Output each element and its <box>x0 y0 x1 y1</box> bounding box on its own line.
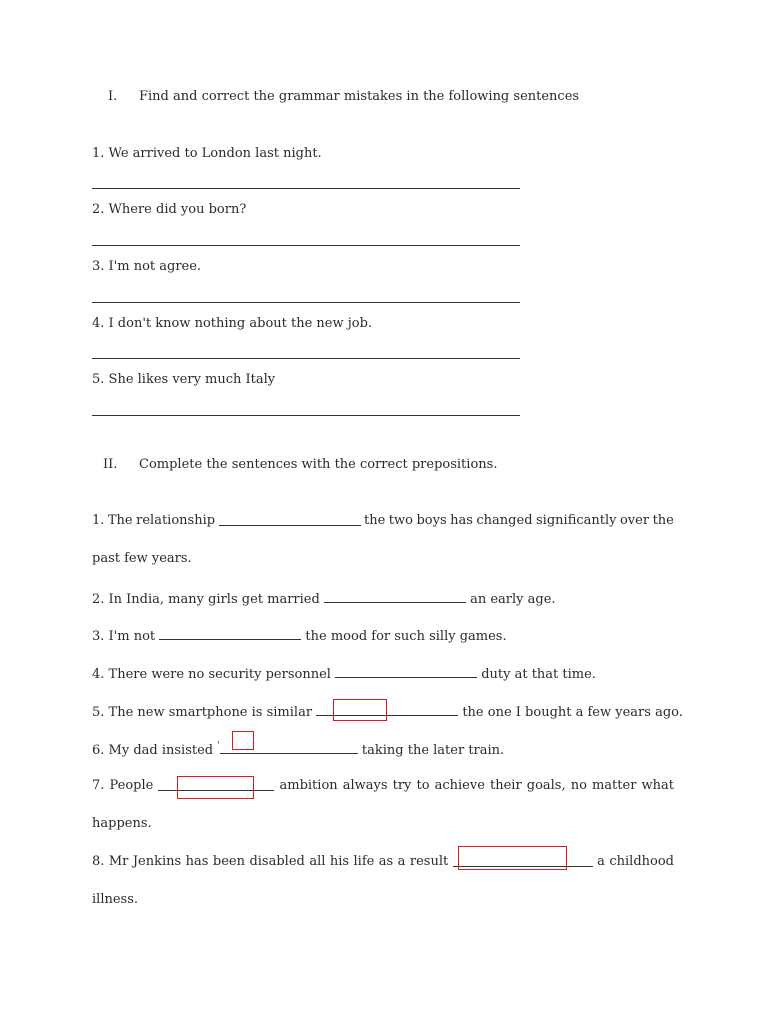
exercise-1-item-3: 3. I'm not agree. <box>92 259 202 274</box>
exercise-2-item-8-cont: illness. <box>92 892 139 907</box>
sentence-start: 2. In India, many girls get married <box>92 592 320 607</box>
highlight-box-7 <box>177 776 254 799</box>
section-1-title: Find and correct the grammar mistakes in the following sentences <box>139 89 580 104</box>
answer-line-1[interactable] <box>92 188 520 189</box>
word: boys <box>416 513 447 528</box>
word: Jenkins <box>132 854 182 869</box>
word: the <box>364 513 386 528</box>
word: goals, <box>526 778 566 793</box>
sentence-start: 3. I'm not <box>92 629 156 644</box>
word: a <box>597 854 605 869</box>
sentence-end: the mood for such silly games. <box>305 629 507 644</box>
word: result <box>409 854 449 869</box>
highlight-box-8 <box>458 846 567 870</box>
section-2-title: Complete the sentences with the correct prepositions. <box>139 457 498 472</box>
word: Mr <box>108 854 129 869</box>
word: life <box>353 854 375 869</box>
word: significantly <box>536 513 617 528</box>
word: all <box>309 854 326 869</box>
word: two <box>388 513 413 528</box>
sentence-start: 4. There were no security personnel <box>92 667 331 682</box>
word: ambition <box>279 778 338 793</box>
sentence-end: an early age. <box>470 592 556 607</box>
word: childhood <box>609 854 674 869</box>
exercise-2-item-6 <box>92 741 504 758</box>
exercise-2-item-3 <box>92 627 507 644</box>
answer-line-2[interactable] <box>92 245 520 246</box>
sentence-start: 6. My dad insisted <box>92 743 214 758</box>
sentence-end: taking the later train. <box>361 743 505 758</box>
exercise-2-item-7-cont: happens. <box>92 816 152 831</box>
word: always <box>342 778 388 793</box>
word: has <box>185 854 209 869</box>
section-1-numeral: I. <box>108 89 118 104</box>
word: 1. <box>92 513 105 528</box>
exercise-1-item-1: 1. We arrived to London last night. <box>92 146 322 161</box>
word: to <box>416 778 430 793</box>
blank-1[interactable] <box>219 513 361 526</box>
word: as <box>378 854 394 869</box>
exercise-2-item-2 <box>92 590 556 607</box>
sentence-end: duty at that time. <box>481 667 596 682</box>
exercise-1-item-2: 2. Where did you born? <box>92 202 247 217</box>
exercise-1-item-5: 5. She likes very much Italy <box>92 372 276 387</box>
exercise-2-item-8 <box>92 854 674 869</box>
word: changed <box>476 513 533 528</box>
word: no <box>570 778 587 793</box>
section-1-heading <box>108 89 579 104</box>
exercise-2-item-5 <box>92 703 683 720</box>
word: achieve <box>434 778 485 793</box>
quote-mark: ' <box>217 741 220 751</box>
sentence-end: the one I bought a few years ago. <box>462 705 683 720</box>
word: People <box>109 778 154 793</box>
highlight-box-5 <box>333 699 387 721</box>
word: try <box>392 778 412 793</box>
exercise-2-item-1-cont: past few years. <box>92 551 192 566</box>
exercise-2-item-1 <box>92 513 674 528</box>
answer-line-3[interactable] <box>92 302 520 303</box>
blank-4[interactable] <box>335 665 477 678</box>
word: been <box>212 854 245 869</box>
word: 8. <box>92 854 105 869</box>
section-2-numeral: II. <box>103 457 118 472</box>
answer-line-5[interactable] <box>92 415 520 416</box>
section-2-heading <box>103 457 497 472</box>
blank-2[interactable] <box>324 590 466 603</box>
word: what <box>641 778 674 793</box>
word: their <box>490 778 522 793</box>
exercise-1-item-4: 4. I don't know nothing about the new job. <box>92 316 373 331</box>
word: The <box>107 513 133 528</box>
word: relationship <box>136 513 216 528</box>
word: matter <box>591 778 637 793</box>
word: over <box>619 513 650 528</box>
sentence-start: 5. The new smartphone is similar <box>92 705 313 720</box>
word: has <box>450 513 473 528</box>
word: his <box>329 854 350 869</box>
exercise-2-item-4 <box>92 665 596 682</box>
word: disabled <box>249 854 305 869</box>
blank-3[interactable] <box>159 627 301 640</box>
word: 7. <box>92 778 105 793</box>
word: the <box>652 513 674 528</box>
highlight-box-6 <box>232 731 254 750</box>
word: a <box>397 854 406 869</box>
answer-line-4[interactable] <box>92 358 520 359</box>
